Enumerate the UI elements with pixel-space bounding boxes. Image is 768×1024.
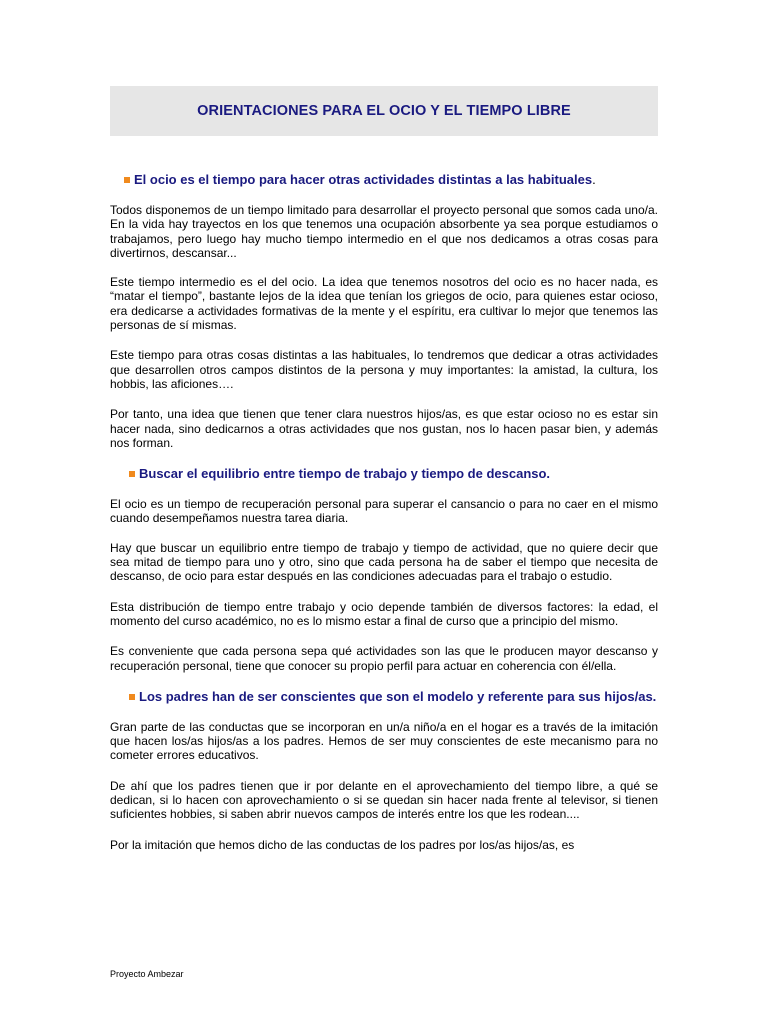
paragraph: Esta distribución de tiempo entre trabajo y ocio depende también de diversos factores: la edad, el momento del curso académico, no es lo mismo estar a final de curso que a principio del mismo. (110, 599, 658, 628)
paragraph: Gran parte de las conductas que se incorporan en un/a niño/a en el hogar es a través de la imitación que hacen los/as hijos/as a los padres. Hemos de ser muy conscientes de este mecanismo para no cometer errores educativos. (110, 719, 658, 763)
section-heading-1: El ocio es el tiempo para hacer otras actividades distintas a las habituales. (110, 172, 658, 187)
document-page (110, 86, 658, 852)
bullet-square-icon (129, 471, 135, 477)
bullet-square-icon (129, 694, 135, 700)
paragraph: Es conveniente que cada persona sepa qué actividades son las que le producen mayor descanso y recuperación personal, tiene que conocer su propio perfil para actuar en coherencia con él/ella. (110, 644, 658, 673)
title-box (110, 86, 658, 136)
page-title: ORIENTACIONES PARA EL OCIO Y EL TIEMPO LIBRE (197, 103, 571, 119)
paragraph: Este tiempo intermedio es el del ocio. La idea que tenemos nosotros del ocio es no hacer nada, es “matar el tiempo”, bastante lejos de la idea que tenían los griegos de ocio, para quienes estar ocioso, era dedicarse a actividades formativas de la mente y el espíritu, era cultivar lo mejor que tenemos las personas de sí mismas. (110, 275, 658, 333)
paragraph: Por la imitación que hemos dicho de las conductas de los padres por los/as hijos/as, es (110, 837, 575, 852)
paragraph: Por tanto, una idea que tienen que tener clara nuestros hijos/as, es que estar ocioso no es estar sin hacer nada, sino dedicarnos a otras actividades que nos gustan, nos lo hacen pasar bien, y además nos forman. (110, 407, 658, 450)
paragraph: Este tiempo para otras cosas distintas a las habituales, lo tendremos que dedicar a otras actividades que desarrollen otros campos distintos de la persona y muy importantes: la amistad, la cultura, los hobbis, las aficiones…. (110, 348, 658, 391)
bullet-square-icon (124, 177, 130, 183)
section-heading-3: Los padres han de ser conscientes que son el modelo y referente para sus hijos/as. (110, 689, 658, 704)
paragraph: Hay que buscar un equilibrio entre tiempo de trabajo y tiempo de actividad, que no quiere decir que sea mitad de tiempo para uno y otro, sino que cada persona ha de saber el tiempo que necesita de descanso, de ocio para estar después en las condiciones adecuadas para el trabajo o estudio. (110, 540, 658, 584)
section-heading-2: Buscar el equilibrio entre tiempo de trabajo y tiempo de descanso. (110, 466, 658, 481)
footer-text: Proyecto Ambezar (110, 969, 184, 979)
paragraph: El ocio es un tiempo de recuperación personal para superar el cansancio o para no caer en el mismo cuando desempeñamos nuestra tarea diaria. (110, 497, 658, 526)
paragraph: De ahí que los padres tienen que ir por delante en el aprovechamiento del tiempo libre, a qué se dedican, si lo hacen con aprovechamiento o si se quedan sin hacer nada frente al televisor, si tienen suficientes hobbies, si saben abrir nuevos campos de interés entre los que les rodean.... (110, 778, 658, 822)
paragraph: Todos disponemos de un tiempo limitado para desarrollar el proyecto personal que somos cada uno/a. En la vida hay trayectos en los que tenemos una ocupación absorbente ya sea porque estudiamos o trabajamos, pero luego hay mucho tiempo intermedio en el que nos dedicamos a otras cosas para divertirnos, descansar... (110, 203, 658, 260)
